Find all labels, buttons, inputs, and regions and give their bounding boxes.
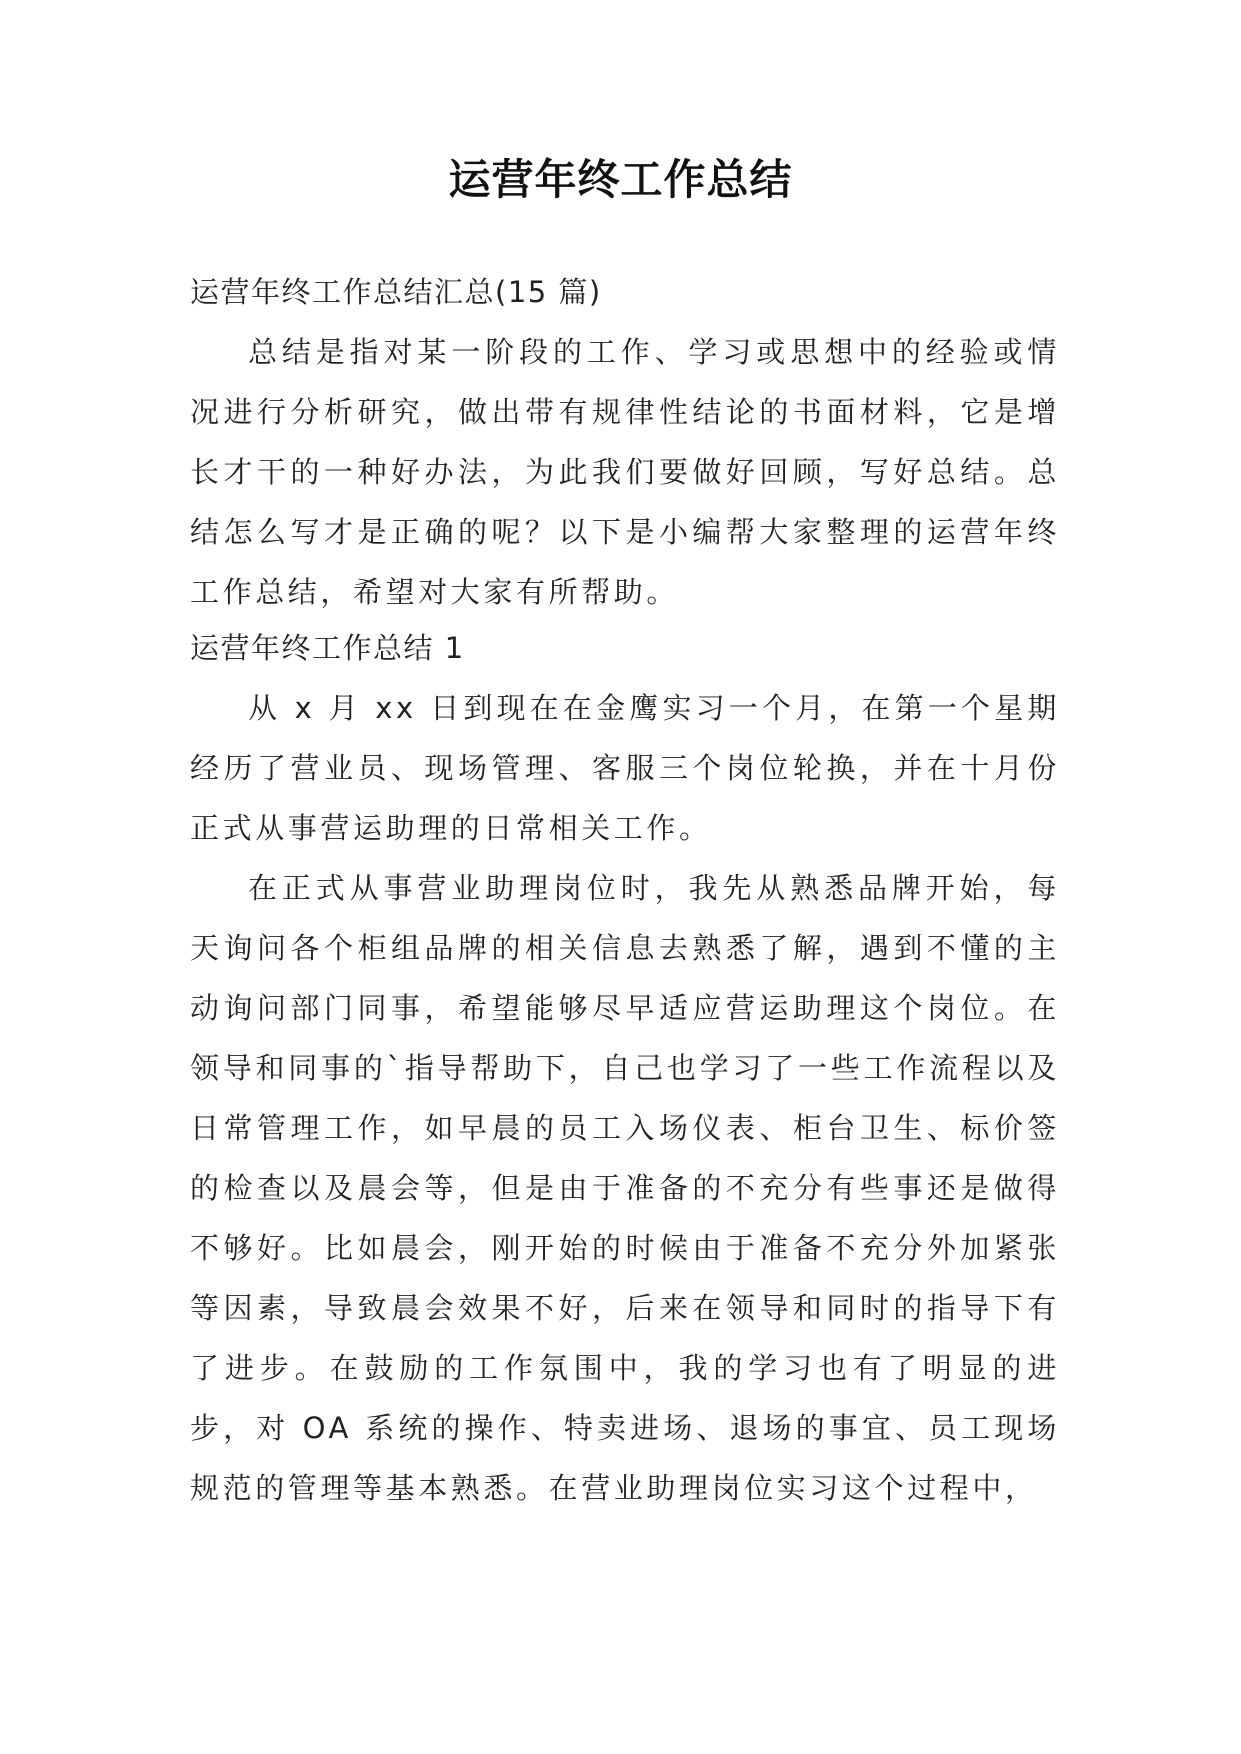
intro-section [190,262,1060,622]
document-title: 运营年终工作总结 [448,155,793,204]
section-1 [190,618,1060,1518]
section-1-paragraph: 在正式从事营业助理岗位时，我先从熟悉品牌开始，每天询问各个柜组品牌的相关信息去熟悉了解，遇到不懂的主动询问部门同事，希望能够尽早适应营运助理这个岗位。在领导和同事的`指导帮助下，自己也学习了一些工作流程以及日常管理工作，如早晨的员工入场仪表、柜台卫生、标价签的检查以及晨会等，但是由于准备的不充分有些事还是做得不够好。比如晨会，刚开始的时候由于准备不充分外加紧张等因素，导致晨会效果不好，后来在领导和同时的指导下有了进步。在鼓励的工作氛围中，我的学习也有了明显的进步，对 OA 系统的操作、特卖进场、退场的事宜、员工现场规范的管理等基本熟悉。在营业助理岗位实习这个过程中， [190,871,1060,1505]
section-1-heading: 运营年终工作总结 1 [190,631,465,665]
intro-heading: 运营年终工作总结汇总(15 篇) [190,275,602,309]
section-1-paragraph: 从 x 月 xx 日到现在在金鹰实习一个月，在第一个星期经历了营业员、现场管理、客服三个岗位轮换，并在十月份正式从事营运助理的日常相关工作。 [190,691,1060,845]
intro-paragraph: 总结是指对某一阶段的工作、学习或思想中的经验或情况进行分析研究，做出带有规律性结论的书面材料，它是增长才干的一种好办法，为此我们要做好回顾，写好总结。总结怎么写才是正确的呢？以下是小编帮大家整理的运营年终工作总结，希望对大家有所帮助。 [190,335,1060,609]
